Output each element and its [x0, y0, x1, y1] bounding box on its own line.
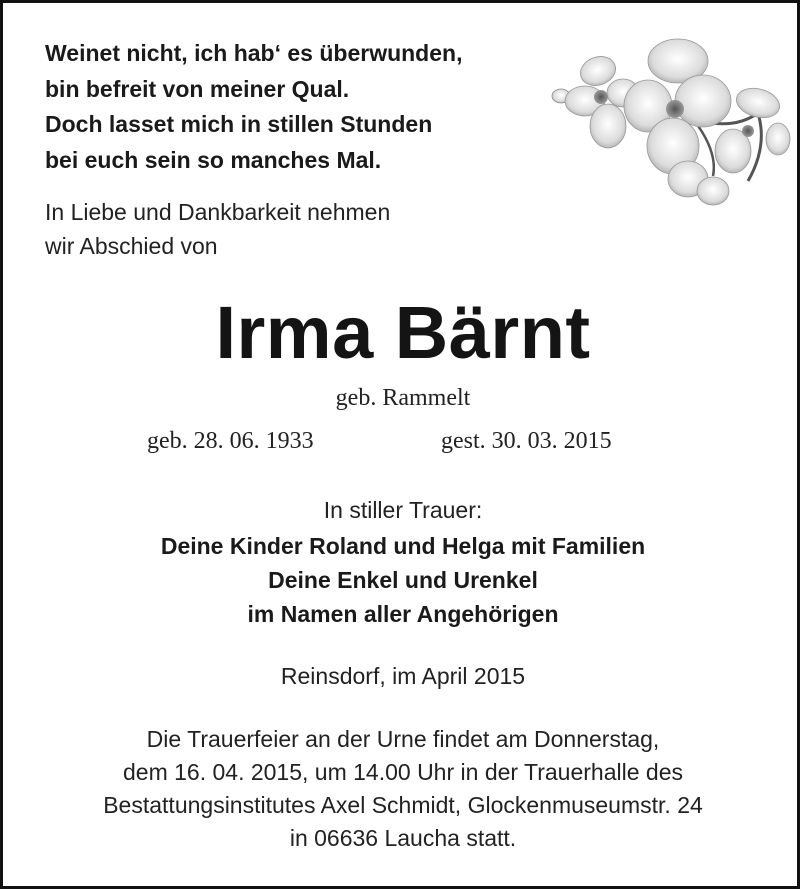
mourner-line: Deine Enkel und Urenkel [268, 567, 538, 593]
poem-verse [45, 36, 462, 178]
birth-date: geb. 28. 06. 1933 [147, 428, 314, 454]
intro-line: In Liebe und Dankbarkeit nehmen [45, 199, 391, 225]
intro-line: wir Abschied von [45, 233, 218, 259]
funeral-line: dem 16. 04. 2015, um 14.00 Uhr in der Trauerhalle des [122, 759, 683, 785]
orchid-icon [543, 31, 793, 211]
funeral-line: Bestattungsinstitutes Axel Schmidt, Glockenmuseumstr. 24 [103, 792, 703, 818]
poem-line: bin befreit von meiner Qual. [45, 75, 350, 102]
mourning-heading: In stiller Trauer: [323, 497, 483, 523]
funeral-details [3, 723, 800, 855]
birth-name: geb. Rammelt [335, 385, 471, 411]
mourner-line: Deine Kinder Roland und Helga mit Familien [160, 533, 646, 559]
funeral-line: Die Trauerfeier an der Urne findet am Donnerstag, [146, 726, 660, 752]
deceased-name: Irma Bärnt [215, 291, 591, 374]
place-date: Reinsdorf, im April 2015 [280, 663, 526, 689]
intro-text [45, 195, 390, 263]
funeral-line: in 06636 Laucha statt. [289, 825, 517, 851]
poem-line: bei euch sein so manches Mal. [45, 146, 382, 173]
mourners-list [3, 529, 800, 631]
death-date: gest. 30. 03. 2015 [441, 428, 612, 454]
mourner-line: im Namen aller Angehörigen [247, 601, 559, 627]
poem-line: Doch lasset mich in stillen Stunden [45, 111, 433, 137]
poem-line: Weinet nicht, ich hab‘ es überwunden, [45, 40, 463, 66]
